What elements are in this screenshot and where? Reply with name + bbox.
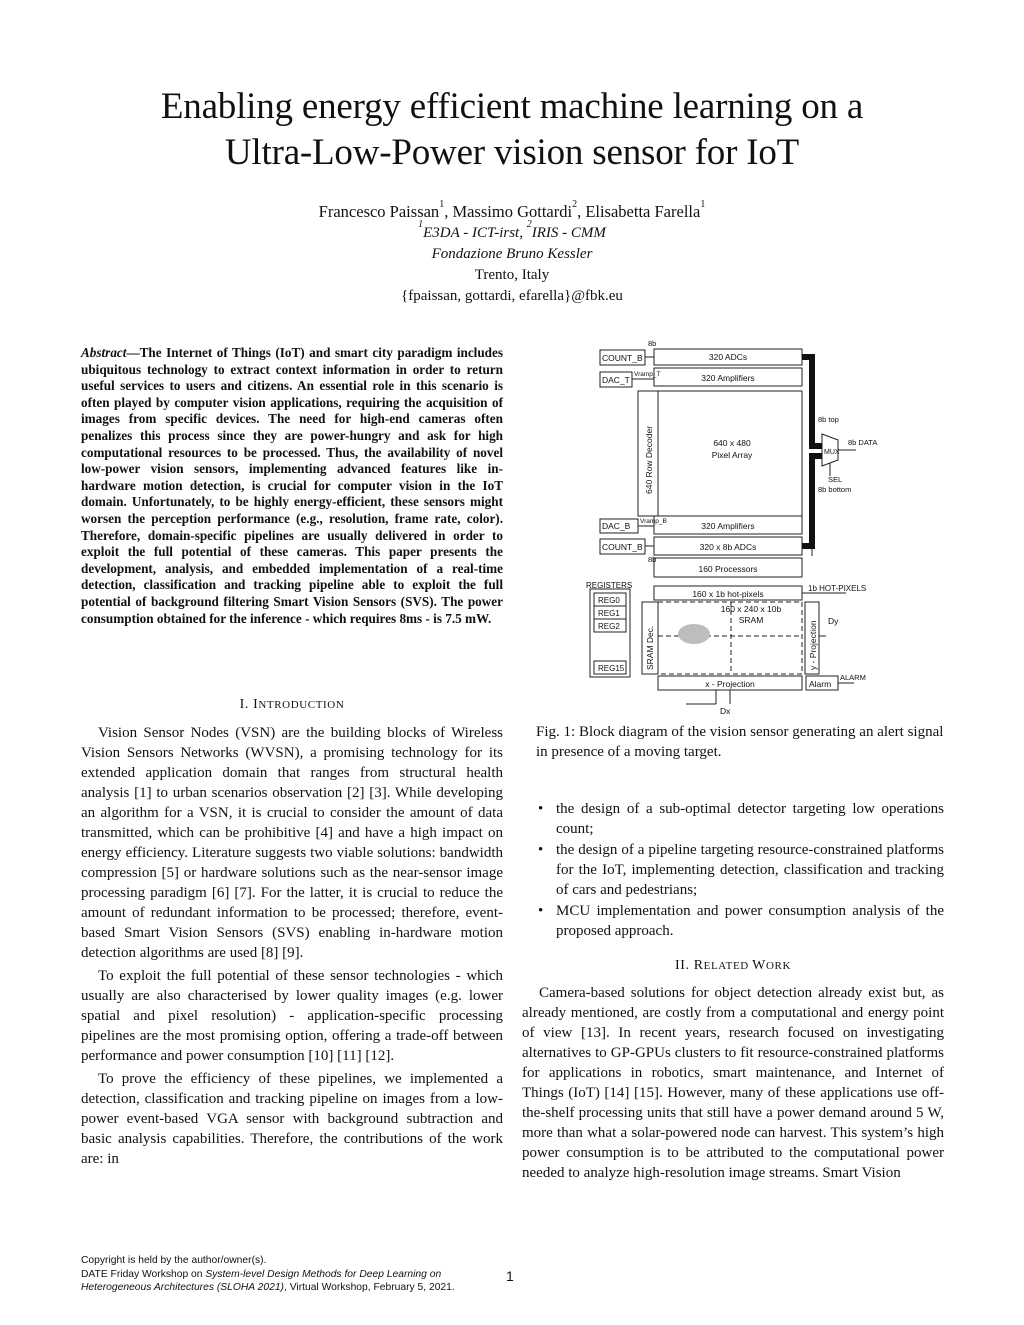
footer-workshop: DATE Friday Workshop on: [81, 1268, 206, 1280]
contributions-list: [522, 799, 944, 942]
abstract: [81, 345, 503, 627]
label-8b-bottom: 8b bottom: [818, 485, 852, 494]
paper-title: [60, 84, 964, 176]
abstract-text: The Internet of Things (IoT) and smart city paradigm includes ubiquitous technology to extract context information in order to return useful services to users and citizens. An essential role in this scenario is often played by computer vision applications, requiring the acquisition of images from specific devices. The need for high-end cameras often penalizes this process since they are power-hungry and ask for high computational resources to be processed. Thus, the availability of novel low-power vision sensors, implementing advanced features like in-hardware motion detection, is crucial for computer vision in the IoT domain. Unfortunately, to be highly energy-efficient, these sensors might worsen the perception performance (e.g., resolution, frame rate, color). Therefore, domain-specific pipelines are usually delivered in order to exploit the full potential of these cameras. This paper presents the development, analysis, and embedded implementation of a real-time detection, classification and tracking pipeline able to exploit the full potential of background filtering Smart Vision Sensors (SVS). The power consumption obtained for the inference - which requires 8ms - is 7.5 mW.: [81, 345, 503, 626]
label-alarm: Alarm: [809, 679, 832, 689]
label-hot-pixels: 160 x 1b hot-pixels: [692, 589, 764, 599]
label-reg0: REG0: [598, 596, 620, 605]
author-emails[interactable]: {fpaissan, gottardi, efarella}@fbk.eu: [401, 288, 623, 304]
page-number: 1: [506, 1268, 514, 1284]
label-sram-1: 160 x 240 x 10b: [720, 604, 782, 614]
intro-paragraph-1: Vision Sensor Nodes (VSN) are the building blocks of Wireless Vision Sensors Networks (WVSN), a promising technology for its extended application domain that ranges from structural health analysis [1] to urban scenarios observation [2] [3]. While developing an algorithm for a VSN, it is crucial to consider the amount of data transmitted, which can be prohibitive [4] and have a high impact on energy efficiency. Literature suggests two viable solutions: bandwidth compression [5] or hardware solutions such as the near-sensor image processing paradigm [6] [7]. For the latter, it is crucial to reduce the amount of redundant information to be processed; therefore, event-based Smart Vision Sensors (SVS) enabling in-hardware motion detection algorithms are used [8] [9].: [81, 725, 503, 961]
label-vramp-b: Vramp_B: [640, 518, 667, 525]
bullet-text: the design of a sub-optimal detector targeting low operations count;: [556, 801, 944, 837]
label-8b-data: 8b DATA: [848, 438, 878, 447]
label-pixel-array-2: Pixel Array: [711, 450, 753, 460]
label-alarm-out: ALARM: [840, 673, 866, 682]
footer-venue-date: , Virtual Workshop, February 5, 2021.: [284, 1282, 455, 1293]
section-heading-related-work: [522, 958, 944, 974]
author-3: , Elisabetta Farella: [577, 202, 701, 221]
intro-paragraph-2: To exploit the full potential of these sensor technologies - which usually are also characterised by lower quality images (e.g. lower spatial and pixel resolution) - application-specific processing pipelines are the most promising option, offering a trade-off between performance and power consumption [10] [11] [12].: [81, 968, 503, 1064]
label-amps-bottom: 320 Amplifiers: [701, 521, 755, 531]
dept-1: E3DA - ICT-irst,: [423, 225, 527, 241]
section-initial: R: [693, 958, 704, 973]
author-2: , Massimo Gottardi: [444, 202, 573, 221]
bullet-text: MCU implementation and power consumption analysis of the proposed approach.: [556, 903, 944, 939]
list-item: [522, 799, 944, 839]
dept-2-sup: 2: [526, 219, 532, 230]
related-paragraph-1: Camera-based solutions for object detection already exist but, as already mentioned, are costly from a computational and energy point of view [13]. In recent years, research focused on investigating alternatives to GP-GPUs clusters to fit resource-constrained platforms for applications in robotics, smart maintenance, and Internet of Things (IoT) [14] [15]. However, many of these applications use off-the-shelf processing units that still have a power demand around 5 W, more than what a solar-powered node can harvest. This system’s high power consumption is to be attributed to the computational power needed to analyze high-resolution image streams. Smart Vision: [522, 985, 944, 1181]
affiliation-org: Fondazione Bruno Kessler: [431, 246, 593, 262]
author-3-sup: 1: [700, 198, 706, 210]
footer-line-1: Copyright is held by the author/owner(s).: [81, 1255, 267, 1266]
section-rest: NTRODUCTION: [258, 699, 345, 711]
label-reg1: REG1: [598, 609, 620, 618]
bullet-icon: •: [538, 842, 544, 858]
bullet-icon: •: [538, 801, 544, 817]
label-mux: MUX: [824, 449, 840, 456]
dept-1-sup: 1: [418, 219, 424, 230]
section-heading-introduction: [81, 697, 503, 713]
label-8b-top: 8b top: [818, 415, 839, 424]
label-adcs-top: 320 ADCs: [708, 352, 748, 362]
label-y-projection: y - Projection: [808, 620, 818, 670]
label-dy: Dy: [828, 616, 839, 626]
label-sram-2: SRAM: [738, 615, 764, 625]
label-vramp-t: Vramp_T: [634, 371, 661, 378]
label-x-projection: x - Projection: [705, 679, 755, 689]
label-dac-b: DAC_B: [602, 521, 631, 531]
bullet-text: the design of a pipeline targeting resource-constrained platforms for the IoT, implementing detection, classification and tracking of cars and pedestrians;: [556, 842, 944, 898]
label-registers: REGISTERS: [586, 581, 633, 590]
bullet-icon: •: [538, 903, 544, 919]
footer-workshop-title-cont: Heterogeneous Architectures (SLOHA 2021): [81, 1282, 284, 1293]
affiliation-city: Trento, Italy: [474, 267, 550, 283]
section-number: II.: [674, 958, 694, 973]
label-reg15: REG15: [598, 664, 625, 673]
label-amps-top: 320 Amplifiers: [701, 373, 755, 383]
label-pixel-array-1: 640 x 480: [713, 438, 751, 448]
dept-2: IRIS - CMM: [531, 225, 606, 241]
caption-label: Fig. 1:: [536, 724, 576, 740]
list-item: [522, 840, 944, 900]
affiliation-departments: [60, 219, 964, 243]
label-count-b-top: COUNT_B: [602, 353, 643, 363]
title-line-2: Ultra-Low-Power vision sensor for IoT: [224, 132, 800, 173]
section-rest: ORK: [765, 960, 792, 972]
related-work-body: [522, 983, 944, 1186]
footer-line-3: [81, 1281, 501, 1295]
list-item: [522, 901, 944, 941]
intro-paragraph-3: To prove the efficiency of these pipelines, we implemented a detection, classification and tracking pipeline on images from a low-power event-based VGA sensor with background subtraction and basic analysis capabilities. Therefore, the contributions of the work are: in: [81, 1071, 503, 1167]
abstract-lead: Abstract: [81, 345, 127, 360]
footer-line-2: [81, 1268, 501, 1282]
label-count-b-bottom: COUNT_B: [602, 542, 643, 552]
title-line-1: Enabling energy efficient machine learning on a: [160, 86, 864, 127]
section-rest: ELATED: [703, 960, 753, 972]
label-bits-top: 8b: [648, 339, 657, 348]
label-adcs-bottom: 320 x 8b ADCs: [699, 542, 757, 552]
footer-workshop-title: System-level Design Methods for Deep Learning on: [205, 1268, 442, 1280]
target-blob: [678, 624, 710, 644]
label-hot-pixels-out: 1b HOT-PIXELS: [808, 584, 867, 593]
abstract-dash: —: [126, 345, 140, 360]
label-reg2: REG2: [598, 622, 620, 631]
label-sel: SEL: [828, 475, 843, 484]
author-list: [60, 198, 964, 222]
label-dac-t: DAC_T: [602, 375, 630, 385]
caption-text: Block diagram of the vision sensor generating an alert signal in presence of a moving target.: [536, 724, 944, 760]
author-2-sup: 2: [572, 198, 578, 210]
section-initial: I: [253, 697, 259, 712]
label-processors: 160 Processors: [698, 564, 758, 574]
introduction-body: [81, 723, 503, 1172]
label-bits-bottom: 8b: [648, 555, 657, 564]
author-1-sup: 1: [439, 198, 445, 210]
label-row-decoder: 640 Row Decoder: [644, 425, 654, 494]
copyright-footer: [81, 1254, 501, 1295]
author-1: Francesco Paissan: [318, 202, 440, 221]
section-initial: W: [752, 958, 766, 973]
label-sram-dec: SRAM Dec.: [645, 625, 655, 670]
section-number: I.: [239, 697, 254, 712]
figure-block-diagram: [586, 336, 886, 716]
figure-caption: [522, 722, 944, 762]
label-dx: Dx: [720, 706, 731, 716]
block-diagram-svg: [586, 336, 886, 716]
